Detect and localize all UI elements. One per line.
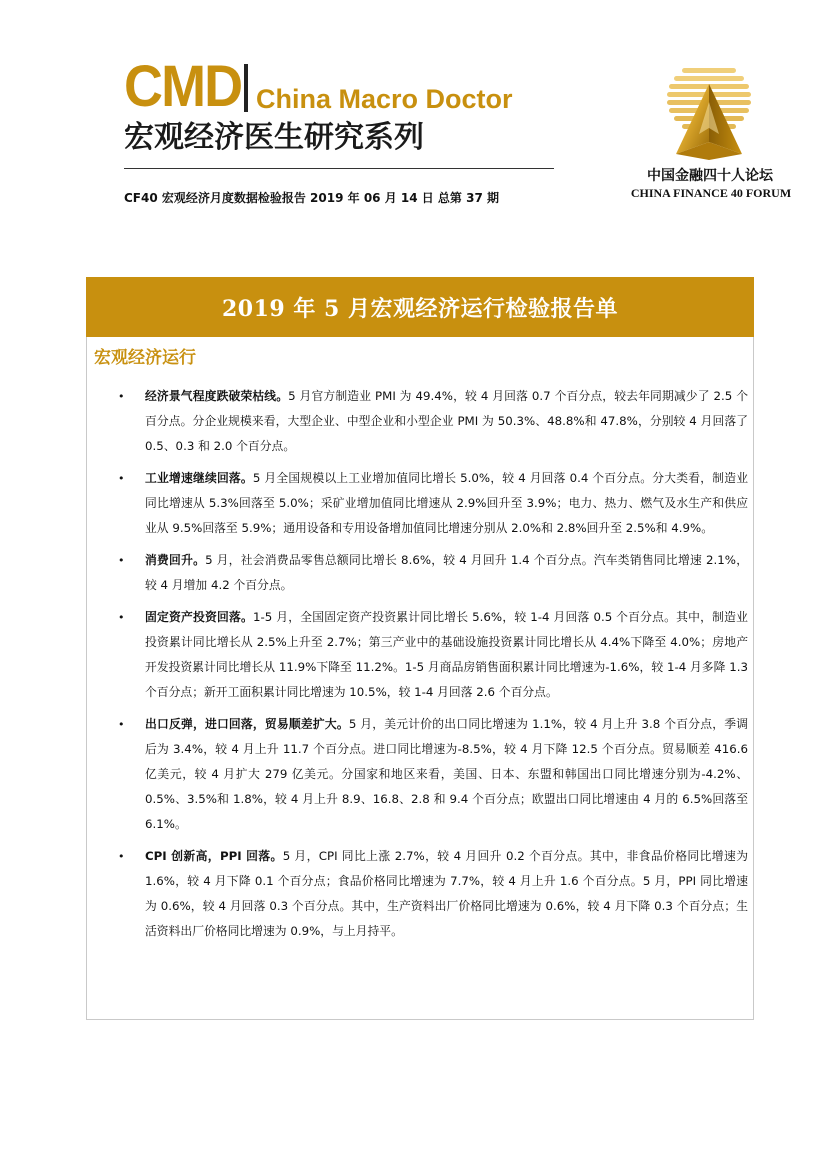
bullet-icon: • (118, 718, 125, 731)
bullet-item (118, 466, 748, 541)
report-title-band (86, 277, 754, 337)
bullet-text (145, 605, 748, 705)
bullet-icon: • (118, 554, 125, 567)
bullet-text (145, 384, 748, 459)
bullet-title: 固定资产投资回落。 (145, 610, 253, 624)
bullet-text (145, 844, 748, 944)
bullet-text (145, 548, 748, 598)
bullet-body: 5 月全国规模以上工业增加值同比增长 5.0%，较 4 月回落 0.4 个百分点。分大类看，制造业同比增速从 5.3%回落至 5.0%；采矿业增加值同比增速从 2.9%回升至 3.9%；电力、热力、燃气及水生产和供应业从 9.5%回落至 5.9%；通用设备和专用设备增加值同比增速分别从 2.0%和 2.8%回升至 2.5%和 4.9%。 (145, 471, 748, 535)
series-title: 宏观经济医生研究系列 (124, 120, 424, 155)
bullet-body: 1-5 月，全国固定资产投资累计同比增长 5.6%，较 1-4 月回落 0.5 个百分点。其中，制造业投资累计同比增长从 2.5%上升至 2.7%；第三产业中的基础设施投资累计同比增长从 4.4%下降至 4.0%；房地产开发投资累计同比增长从 11.9%下降至 11.2%。1-5 月商品房销售面积累计同比增速为-1.6%，较 1-4 月多降 1.3 个百分点；新开工面积累计同比增速为 10.5%，较 1-4 月回落 2.6 个百分点。 (145, 610, 748, 699)
header-rule (124, 168, 554, 169)
brand-divider (244, 64, 248, 112)
bullet-body: 5 月，美元计价的出口同比增速为 1.1%，较 4 月上升 3.8 个百分点，季调后为 3.4%，较 4 月上升 11.7 个百分点。进口同比增速为-8.5%，较 4 月下降 12.5 个百分点。贸易顺差 416.6 亿美元，较 4 月扩大 279 亿美元。分国家和地区来看，美国、日本、东盟和韩国出口同比增速分别为-4.2%、0.5%、3.5%和 1.8%，较 4 月上升 8.9、16.8、2.8 和 9.4 个百分点；欧盟出口同比增速由 4 月的 6.5%回落至 6.1%。 (145, 717, 748, 831)
bullet-title: 消费回升。 (145, 553, 206, 567)
issue-line: CF40 宏观经济月度数据检验报告 2019 年 06 月 14 日 总第 37 期 (124, 191, 499, 205)
bullet-item (118, 712, 748, 837)
bullet-icon: • (118, 611, 125, 624)
brand-name: China Macro Doctor (256, 84, 513, 114)
bullet-title: 工业增速继续回落。 (145, 471, 253, 485)
bullet-icon: • (118, 472, 125, 485)
bullet-item (118, 844, 748, 944)
forum-name-cn: 中国金融四十人论坛 (647, 168, 773, 184)
bullet-list (118, 384, 748, 951)
bullet-title: CPI 创新高，PPI 回落。 (145, 849, 283, 863)
bullet-body: 5 月，社会消费品零售总额同比增长 8.6%，较 4 月回升 1.4 个百分点。汽车类销售同比增速 2.1%，较 4 月增加 4.2 个百分点。 (145, 553, 748, 592)
bullet-body: 5 月官方制造业 PMI 为 49.4%，较 4 月回落 0.7 个百分点，较去年同期减少了 2.5 个百分点。分企业规模来看，大型企业、中型企业和小型企业 PMI 为 50.3%、48.8%和 47.8%，分别较 4 月回落了 0.5、0.3 和 2.0 个百分点。 (145, 389, 748, 453)
forum-logo-icon (664, 62, 754, 162)
forum-name-en: CHINA FINANCE 40 FORUM (630, 186, 792, 200)
section-heading: 宏观经济运行 (94, 348, 196, 368)
bullet-body: 5 月，CPI 同比上涨 2.7%，较 4 月回升 0.2 个百分点。其中，非食品价格同比增速为 1.6%，较 4 月下降 0.1 个百分点；食品价格同比增速为 7.7%，较 4 月上升 1.6 个百分点。5 月，PPI 同比增速为 0.6%，较 4 月回落 0.3 个百分点。其中，生产资料出厂价格同比增速为 0.6%，较 4 月下降 0.3 个百分点；生活资料出厂价格同比增速为 0.9%，与上月持平。 (145, 849, 748, 938)
bullet-title: 经济景气程度跌破荣枯线。 (145, 389, 289, 403)
report-title: 2019 年 5 月宏观经济运行检验报告单 (221, 295, 619, 322)
bullet-icon: • (118, 850, 125, 863)
bullet-icon: • (118, 390, 125, 403)
bullet-text (145, 466, 748, 541)
bullet-item (118, 605, 748, 705)
bullet-item (118, 548, 748, 598)
brand-logo-cmd: CMD (124, 54, 242, 119)
bullet-item (118, 384, 748, 459)
bullet-title: 出口反弹，进口回落，贸易顺差扩大。 (145, 717, 349, 731)
bullet-text (145, 712, 748, 837)
